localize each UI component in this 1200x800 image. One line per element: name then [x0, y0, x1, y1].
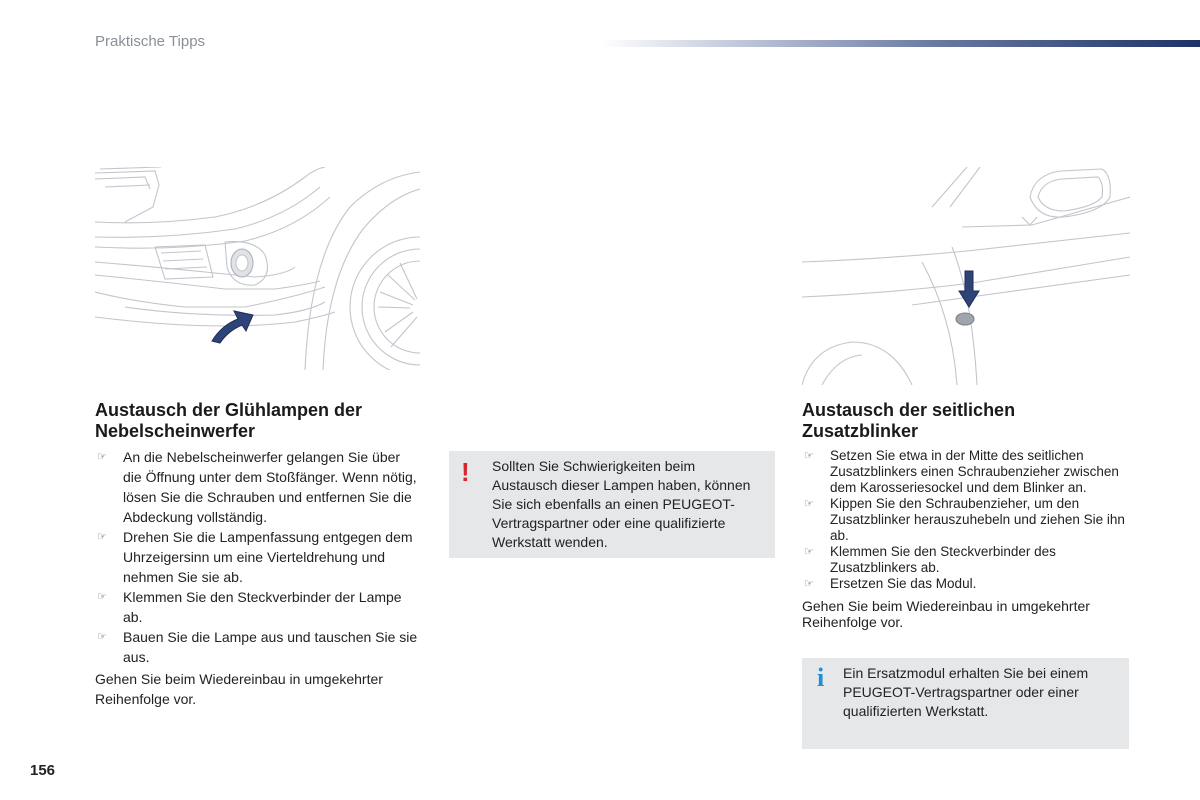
- list-item: ☞ Klemmen Sie den Steckverbinder der Lampe ab.: [97, 589, 402, 625]
- list-item: ☞ Kippen Sie den Schraubenzieher, um den Zusatzblinker herauszuhebeln und ziehen Sie ihn ab.: [804, 496, 1125, 543]
- list-item: ☞ Setzen Sie etwa in der Mitte des seitlichen Zusatzblinkers einen Schraubenzieher zwischen dem Karosseriesockel und dem Blinker an.: [804, 448, 1119, 495]
- info-box: [802, 658, 1129, 749]
- finger-pointer-icon: ☞: [804, 578, 814, 590]
- list-item: ☞ Bauen Sie die Lampe aus und tauschen Sie sie aus.: [97, 629, 418, 665]
- finger-pointer-icon: ☞: [97, 451, 107, 463]
- finger-pointer-icon: ☞: [804, 546, 814, 558]
- side-repeater-reassembly-note: Gehen Sie beim Wiedereinbau in umgekehrter Reihenfolge vor.: [802, 598, 1090, 630]
- finger-pointer-icon: ☞: [804, 498, 814, 510]
- fog-lamp-heading: Austausch der Glühlampen der Nebelscheinwerfer: [95, 400, 363, 441]
- warning-exclamation-icon: !: [461, 457, 470, 487]
- fog-lamp-steps: [95, 447, 420, 667]
- finger-pointer-icon: ☞: [97, 531, 107, 543]
- warning-text: Sollten Sie Schwierigkeiten beim Austausch dieser Lampen haben, können Sie sich ebenfalls an einen PEUGEOT-Vertragspartner oder eine qualifizierte Werkstatt wenden.: [492, 458, 751, 550]
- side-repeater-heading: Austausch der seitlichen Zusatzblinker: [802, 400, 1016, 441]
- running-header-title: Praktische Tipps: [95, 33, 206, 50]
- fog-lamp-reassembly-note: Gehen Sie beim Wiedereinbau in umgekehrter Reihenfolge vor.: [95, 671, 383, 707]
- fog-lamp-illustration: [95, 167, 420, 370]
- warning-box: [449, 451, 775, 558]
- side-repeater-steps: [802, 448, 1132, 592]
- list-item: ☞ Ersetzen Sie das Modul.: [804, 576, 977, 591]
- header-gradient-bar: [600, 40, 1200, 47]
- list-item: ☞ An die Nebelscheinwerfer gelangen Sie über die Öffnung unter dem Stoßfänger. Wenn nötig, lösen Sie die Schrauben und entfernen Sie die Abdeckung vollständig.: [97, 449, 417, 525]
- info-text: Ein Ersatzmodul erhalten Sie bei einem PEUGEOT-Vertragspartner oder einer qualifizierten Werkstatt.: [843, 665, 1089, 719]
- list-item: ☞ Drehen Sie die Lampenfassung entgegen dem Uhrzeigersinn um eine Vierteldrehung und nehmen Sie sie ab.: [97, 529, 413, 585]
- finger-pointer-icon: ☞: [97, 591, 107, 603]
- page-number: 156: [30, 762, 56, 779]
- finger-pointer-icon: ☞: [804, 450, 814, 462]
- list-item: ☞ Klemmen Sie den Steckverbinder des Zusatzblinkers ab.: [804, 544, 1056, 575]
- side-repeater-illustration: [802, 167, 1130, 385]
- info-icon: i: [817, 663, 825, 692]
- finger-pointer-icon: ☞: [97, 631, 107, 643]
